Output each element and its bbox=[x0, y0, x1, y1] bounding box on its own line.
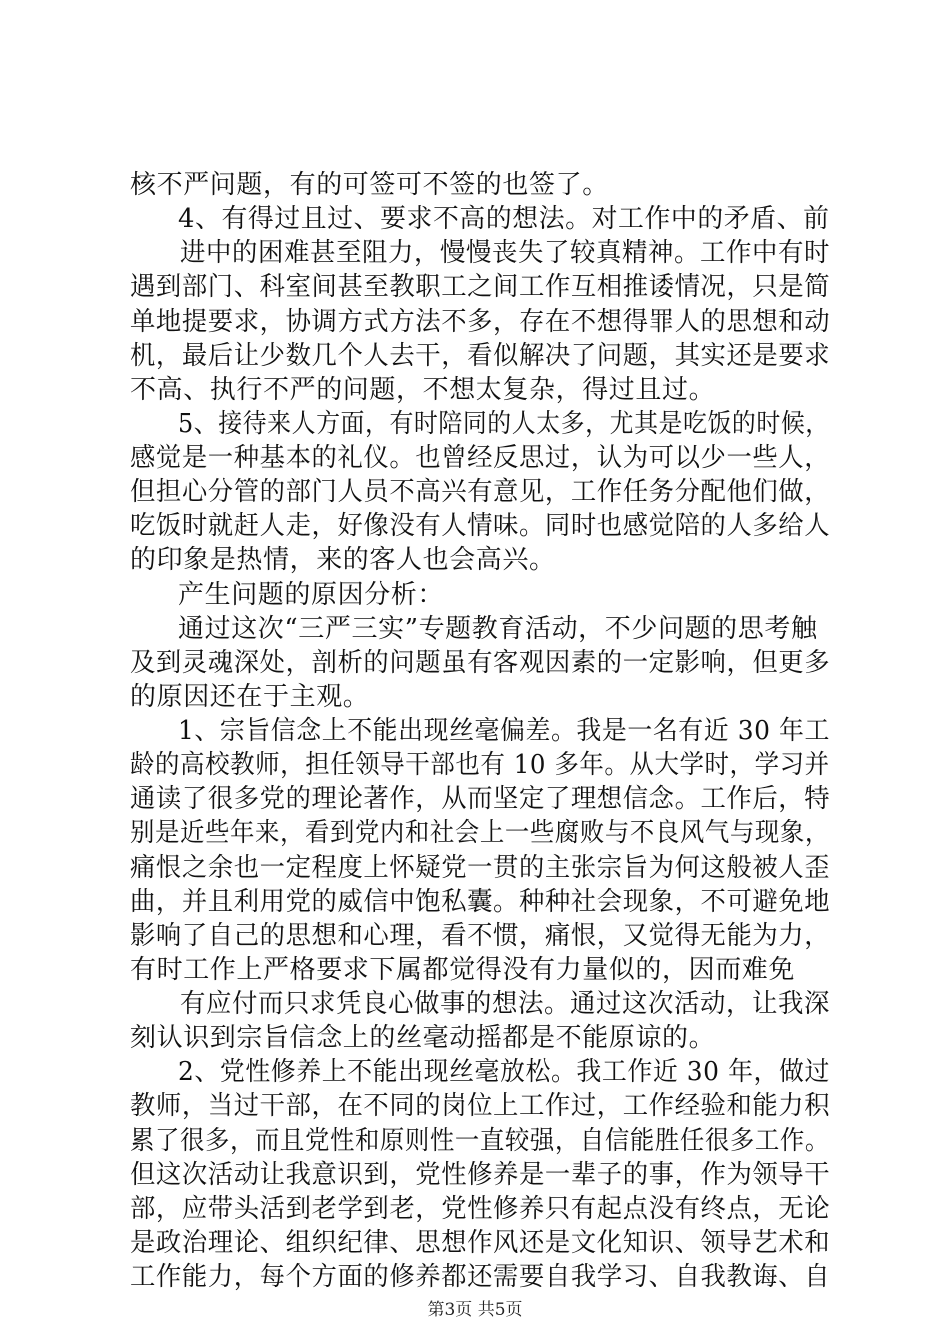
text-line-4: 遇到部门、科室间甚至教职工之间工作互相推诿情况，只是简 bbox=[130, 272, 831, 303]
text-line-2: 4、有得过且过、要求不高的想法。对工作中的矛盾、前 bbox=[178, 204, 830, 235]
text-line-7: 不高、执行不严的问题，不想太复杂，得过且过。 bbox=[130, 374, 716, 405]
text-line-10: 但担心分管的部门人员不高兴有意见，工作任务分配他们做， bbox=[130, 477, 831, 508]
text-line-6: 机，最后让少数几个人去干，看似解决了问题，其实还是要求 bbox=[130, 340, 831, 371]
text-line-26: 刻认识到宗旨信念上的丝毫动摇都是不能原谅的。 bbox=[130, 1023, 716, 1054]
text-line-23: 影响了自己的思想和心理，看不惯，痛恨，又觉得无能为力， bbox=[130, 920, 831, 951]
text-line-15: 及到灵魂深处，剖析的问题虽有客观因素的一定影响，但更多 bbox=[130, 647, 831, 678]
text-line-3: 进中的困难甚至阻力，慢慢丧失了较真精神。工作中有时 bbox=[180, 238, 830, 269]
text-line-14: 通过这次“三严三实”专题教育活动，不少问题的思考触 bbox=[178, 613, 818, 644]
text-line-30: 但这次活动让我意识到，党性修养是一辈子的事，作为领导干 bbox=[130, 1159, 831, 1190]
text-line-1: 核不严问题，有的可签可不签的也签了。 bbox=[130, 170, 609, 200]
text-line-25: 有应付而只求凭良心做事的想法。通过这次活动，让我深 bbox=[180, 989, 830, 1019]
text-line-16: 的原因还在于主观。 bbox=[130, 681, 370, 712]
text-line-24: 有时工作上严格要求下属都觉得没有力量似的，因而难免 bbox=[130, 954, 796, 985]
text-line-29: 累了很多，而且党性和原则性一直较强，自信能胜任很多工作。 bbox=[130, 1125, 830, 1156]
text-line-21: 痛恨之余也一定程度上怀疑党一贯的主张宗旨为何这般被人歪 bbox=[130, 852, 831, 883]
page-number-footer: 第3页 共5页 bbox=[427, 1300, 523, 1320]
text-line-17: 1、宗旨信念上不能出现丝毫偏差。我是一名有近 30 年工 bbox=[178, 716, 830, 746]
text-line-5: 单地提要求，协调方式方法不多，存在不想得罪人的思想和动 bbox=[130, 306, 831, 337]
text-line-11: 吃饭时就赶人走，好像没有人情味。同时也感觉陪的人多给人 bbox=[130, 511, 831, 542]
text-line-13: 产生问题的原因分析： bbox=[178, 579, 445, 610]
text-line-12: 的印象是热情，来的客人也会高兴。 bbox=[130, 545, 556, 576]
text-line-9: 感觉是一种基本的礼仪。也曾经反思过，认为可以少一些人， bbox=[130, 443, 831, 473]
text-line-28: 教师，当过干部，在不同的岗位上工作过，工作经验和能力积 bbox=[130, 1091, 831, 1122]
text-line-31: 部，应带头活到老学到老，党性修养只有起点没有终点，无论 bbox=[130, 1193, 831, 1224]
text-line-20: 别是近些年来，看到党内和社会上一些腐败与不良风气与现象， bbox=[130, 818, 830, 849]
text-line-8: 5、接待来人方面，有时陪同的人太多，尤其是吃饭的时候， bbox=[178, 408, 830, 439]
text-line-32: 是政治理论、组织纪律、思想作风还是文化知识、领导艺术和 bbox=[130, 1227, 831, 1258]
text-line-22: 曲，并且利用党的威信中饱私囊。种种社会现象，不可避免地 bbox=[130, 886, 831, 917]
text-line-18: 龄的高校教师，担任领导干部也有 10 多年。从大学时，学习并 bbox=[130, 750, 830, 781]
text-line-19: 通读了很多党的理论著作，从而坚定了理想信念。工作后，特 bbox=[130, 784, 831, 815]
text-line-27: 2、党性修养上不能出现丝毫放松。我工作近 30 年，做过 bbox=[178, 1057, 830, 1088]
text-line-33: 工作能力，每个方面的修养都还需要自我学习、自我教诲、自 bbox=[130, 1262, 831, 1292]
